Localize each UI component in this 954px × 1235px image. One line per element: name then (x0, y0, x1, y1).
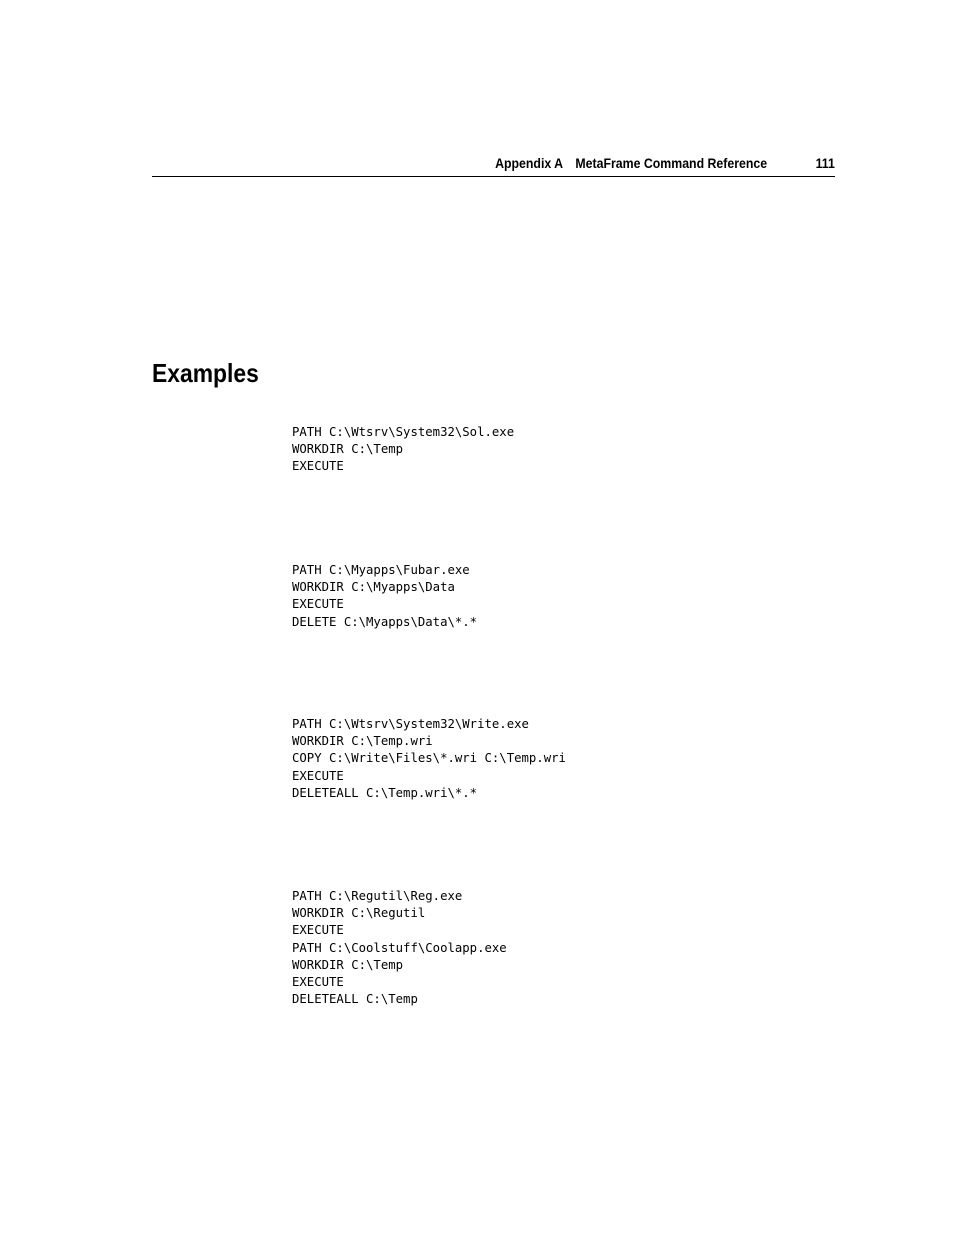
running-header (152, 154, 835, 177)
code-line: COPY C:\Write\Files\*.wri C:\Temp.wri (292, 751, 566, 766)
code-line: PATH C:\Myapps\Fubar.exe (292, 563, 470, 577)
code-line: EXECUTE (292, 459, 344, 474)
code-example-1 (292, 424, 514, 476)
code-line: EXECUTE (292, 597, 344, 612)
code-line: DELETEALL C:\Temp (292, 992, 418, 1007)
code-line: EXECUTE (292, 768, 344, 783)
code-line: PATH C:\Regutil\Reg.exe (292, 889, 463, 903)
code-example-4 (292, 888, 507, 1008)
chapter-title: MetaFrame Command Reference (575, 155, 767, 171)
code-line: EXECUTE (292, 975, 344, 990)
code-example-3 (292, 716, 566, 802)
code-line: PATH C:\Coolstuff\Coolapp.exe (292, 940, 507, 955)
appendix-label: Appendix A (494, 155, 563, 171)
code-example-2 (292, 562, 477, 631)
code-line: WORKDIR C:\Myapps\Data (292, 580, 455, 595)
code-line: EXECUTE (292, 923, 344, 938)
code-line: DELETEALL C:\Temp.wri\*.* (292, 785, 478, 800)
code-line: WORKDIR C:\Temp (292, 442, 404, 457)
code-line: WORKDIR C:\Temp.wri (292, 734, 433, 749)
code-line: DELETE C:\Myapps\Data\*.* (292, 614, 478, 629)
code-line: PATH C:\Wtsrv\System32\Sol.exe (292, 425, 515, 439)
section-title: Examples (152, 358, 259, 388)
code-line: PATH C:\Wtsrv\System32\Write.exe (292, 717, 529, 731)
code-line: WORKDIR C:\Temp (292, 957, 404, 972)
running-header-title (495, 154, 767, 172)
page-number: 111 (815, 155, 835, 171)
code-line: WORKDIR C:\Regutil (292, 906, 426, 921)
